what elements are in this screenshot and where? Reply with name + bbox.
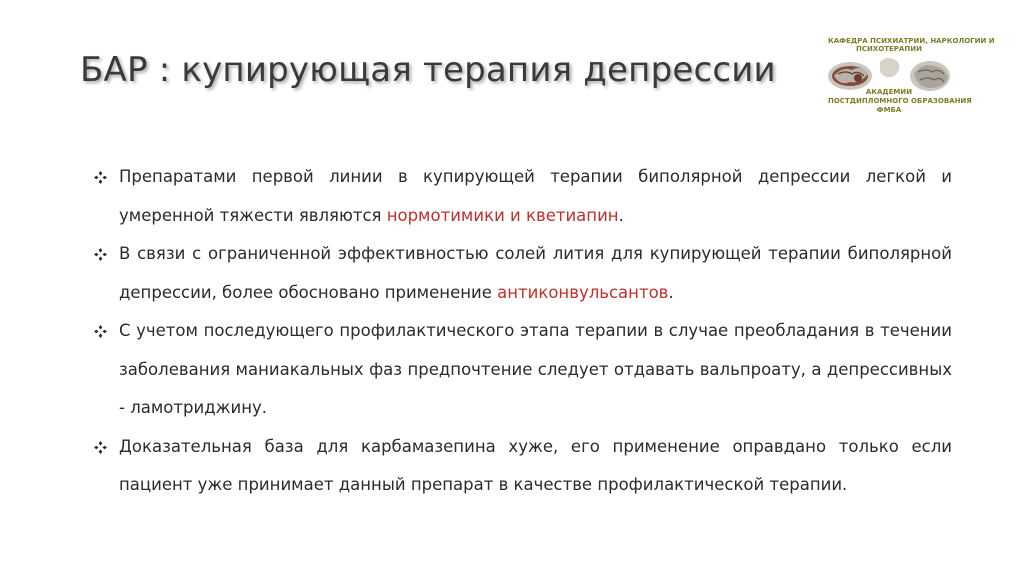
bullet-item [92, 158, 952, 235]
bullet-item [92, 312, 952, 428]
bullet-item [92, 235, 952, 312]
bullet-text: В связи с ограниченной эффективностью солей лития для купирующей терапии биполярной депрессии, более обосновано применение [119, 244, 952, 302]
bullet-highlight: нормотимики и кветиапин [386, 205, 619, 225]
bullet-text-end: . [618, 205, 624, 225]
bullet-highlight: антиконвульсантов [497, 282, 669, 302]
logo-line-2: ПСИХОТЕРАПИИ [856, 45, 922, 53]
diamond-bullet-icon [92, 158, 110, 197]
diamond-bullet-icon [92, 235, 110, 274]
logo-line-5: ФМБА [876, 106, 902, 114]
bullet-text: Доказательная база для карбамазепина хуже, его применение оправдано только если пациент уже принимает данный препарат в качестве профилактической терапии. [119, 436, 952, 494]
logo-line-3: АКАДЕМИИ [865, 88, 913, 96]
diamond-bullet-icon [92, 428, 110, 467]
bullet-text: С учетом последующего профилактического этапа терапии в случае преобладания в течении заболевания маниакальных фаз предпочтение следует отдавать вальпроату, а депрессивных - ламотриджину. [119, 321, 952, 417]
slide-title: БАР : купирующая терапия депрессии [80, 50, 776, 90]
logo-line-1: КАФЕДРА ПСИХИАТРИИ, НАРКОЛОГИИ И [828, 37, 995, 45]
department-logo [822, 34, 995, 132]
logo-line-4: ПОСТДИПЛОМНОГО ОБРАЗОВАНИЯ [828, 97, 972, 105]
bullet-text: Препаратами первой линии в купирующей терапии биполярной депрессии легкой и умеренной тяжести являются [119, 167, 952, 225]
bullet-item [92, 428, 952, 505]
bullet-list [92, 158, 952, 505]
diamond-bullet-icon [92, 312, 110, 351]
bullet-text-end: . [668, 282, 674, 302]
